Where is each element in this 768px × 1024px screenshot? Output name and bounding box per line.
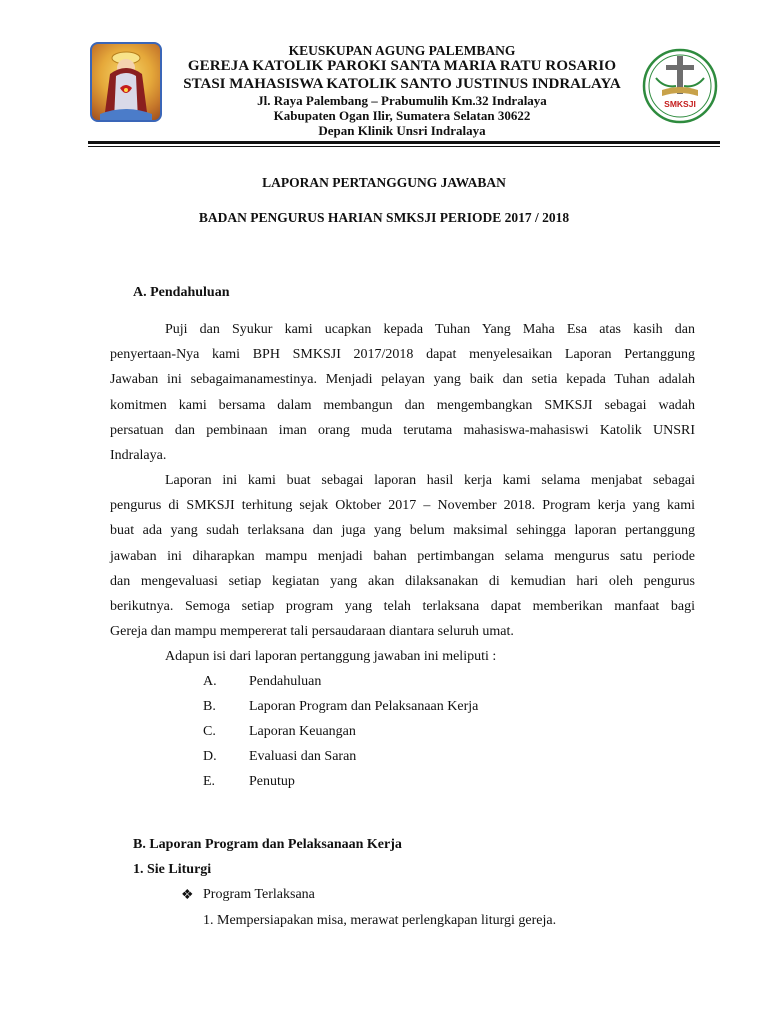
contents-letter: A. (203, 674, 217, 689)
contents-item: Laporan Program dan Pelaksanaan Kerja (249, 699, 479, 714)
paragraph-line: berikutnya. Semoga setiap program yang telah terlaksana dapat memberikan manfaat bagi (110, 599, 695, 615)
letterhead-station: STASI MAHASISWA KATOLIK SANTO JUSTINUS INDRALAYA (183, 76, 621, 92)
paragraph-line: dan mengevaluasi setiap kegiatan yang akan dilaksanakan di kemudian hari oleh pengurus (110, 573, 695, 589)
intro-paragraph-1 (110, 317, 695, 468)
letterhead-region: Kabupaten Ogan Ilir, Sumatera Selatan 30622 (273, 108, 531, 123)
paragraph-line: Jawaban ini sebagaimanamestinya. Menjadi pelayan yang baik dan setia kepada Tuhan adalah (110, 372, 695, 388)
paragraph-line: persatuan dan pembinaan iman orang muda terutama mahasiswa-mahasiswi Katolik UNSRI (110, 422, 695, 438)
document-title: LAPORAN PERTANGGUNG JAWABAN (262, 175, 506, 190)
smksji-logo-text: SMKSJI (664, 99, 696, 109)
subsection-liturgy-heading: 1. Sie Liturgi (133, 862, 212, 877)
contents-intro: Adapun isi dari laporan pertanggung jawaban ini meliputi : (165, 649, 497, 664)
paragraph-line: penyertaan-Nya kami BPH SMKSJI 2017/2018 dapat menyelesaikan Laporan Pertanggung (110, 347, 695, 363)
paragraph-line: Laporan ini kami buat sebagai laporan hasil kerja kami selama menjabat sebagai (165, 473, 695, 488)
contents-item: Laporan Keuangan (249, 724, 356, 739)
program-item: 1. Mempersiapakan misa, merawat perlengkapan liturgi gereja. (203, 913, 557, 928)
paragraph-line: Puji dan Syukur kami ucapkan kepada Tuhan Yang Maha Esa atas kasih dan (165, 322, 695, 337)
paragraph-line: pengurus di SMKSJI terhitung sejak Oktober 2017 – November 2018. Program kerja yang kami (110, 498, 695, 514)
contents-letter: D. (203, 749, 217, 764)
section-a-heading: A. Pendahuluan (133, 285, 230, 300)
letterhead-landmark: Depan Klinik Unsri Indralaya (318, 123, 486, 138)
contents-item: Pendahuluan (249, 674, 322, 689)
letterhead-archdiocese: KEUSKUPAN AGUNG PALEMBANG (288, 43, 516, 58)
intro-paragraph-2 (110, 468, 695, 644)
paragraph-line: Indralaya. (110, 448, 167, 464)
paragraph-line: jawaban ini diharapkan mampu menjadi bahan pertimbangan selama mengurus satu periode (110, 548, 695, 564)
contents-item: Penutup (249, 774, 295, 789)
smksji-logo-icon (642, 48, 718, 124)
diamond-bullet-icon: ❖ (181, 888, 194, 903)
contents-letter: E. (203, 774, 216, 789)
paragraph-line: buat ada yang sudah terlaksana dan juga yang belum maksimal sehingga laporan pertanggung (110, 523, 695, 539)
program-status-label: Program Terlaksana (203, 887, 315, 902)
contents-letter: C. (203, 724, 216, 739)
letterhead-address: Jl. Raya Palembang – Prabumulih Km.32 Indralaya (257, 93, 547, 108)
mary-logo-icon (90, 42, 162, 122)
letterhead-divider-thin (88, 146, 720, 147)
paragraph-line: komitmen kami bersama dalam membangun dan mengembangkan SMKSJI sebagai wadah (110, 397, 695, 413)
contents-letter: B. (203, 699, 216, 714)
letterhead-parish: GEREJA KATOLIK PAROKI SANTA MARIA RATU ROSARIO (187, 58, 617, 74)
section-b-heading: B. Laporan Program dan Pelaksanaan Kerja (133, 837, 402, 852)
letterhead-divider-thick (88, 141, 720, 144)
paragraph-line: Gereja dan mampu mempererat tali persaudaraan diantara seluruh umat. (110, 624, 514, 640)
contents-item: Evaluasi dan Saran (249, 749, 357, 764)
document-subtitle: BADAN PENGURUS HARIAN SMKSJI PERIODE 2017 / 2018 (198, 210, 570, 225)
